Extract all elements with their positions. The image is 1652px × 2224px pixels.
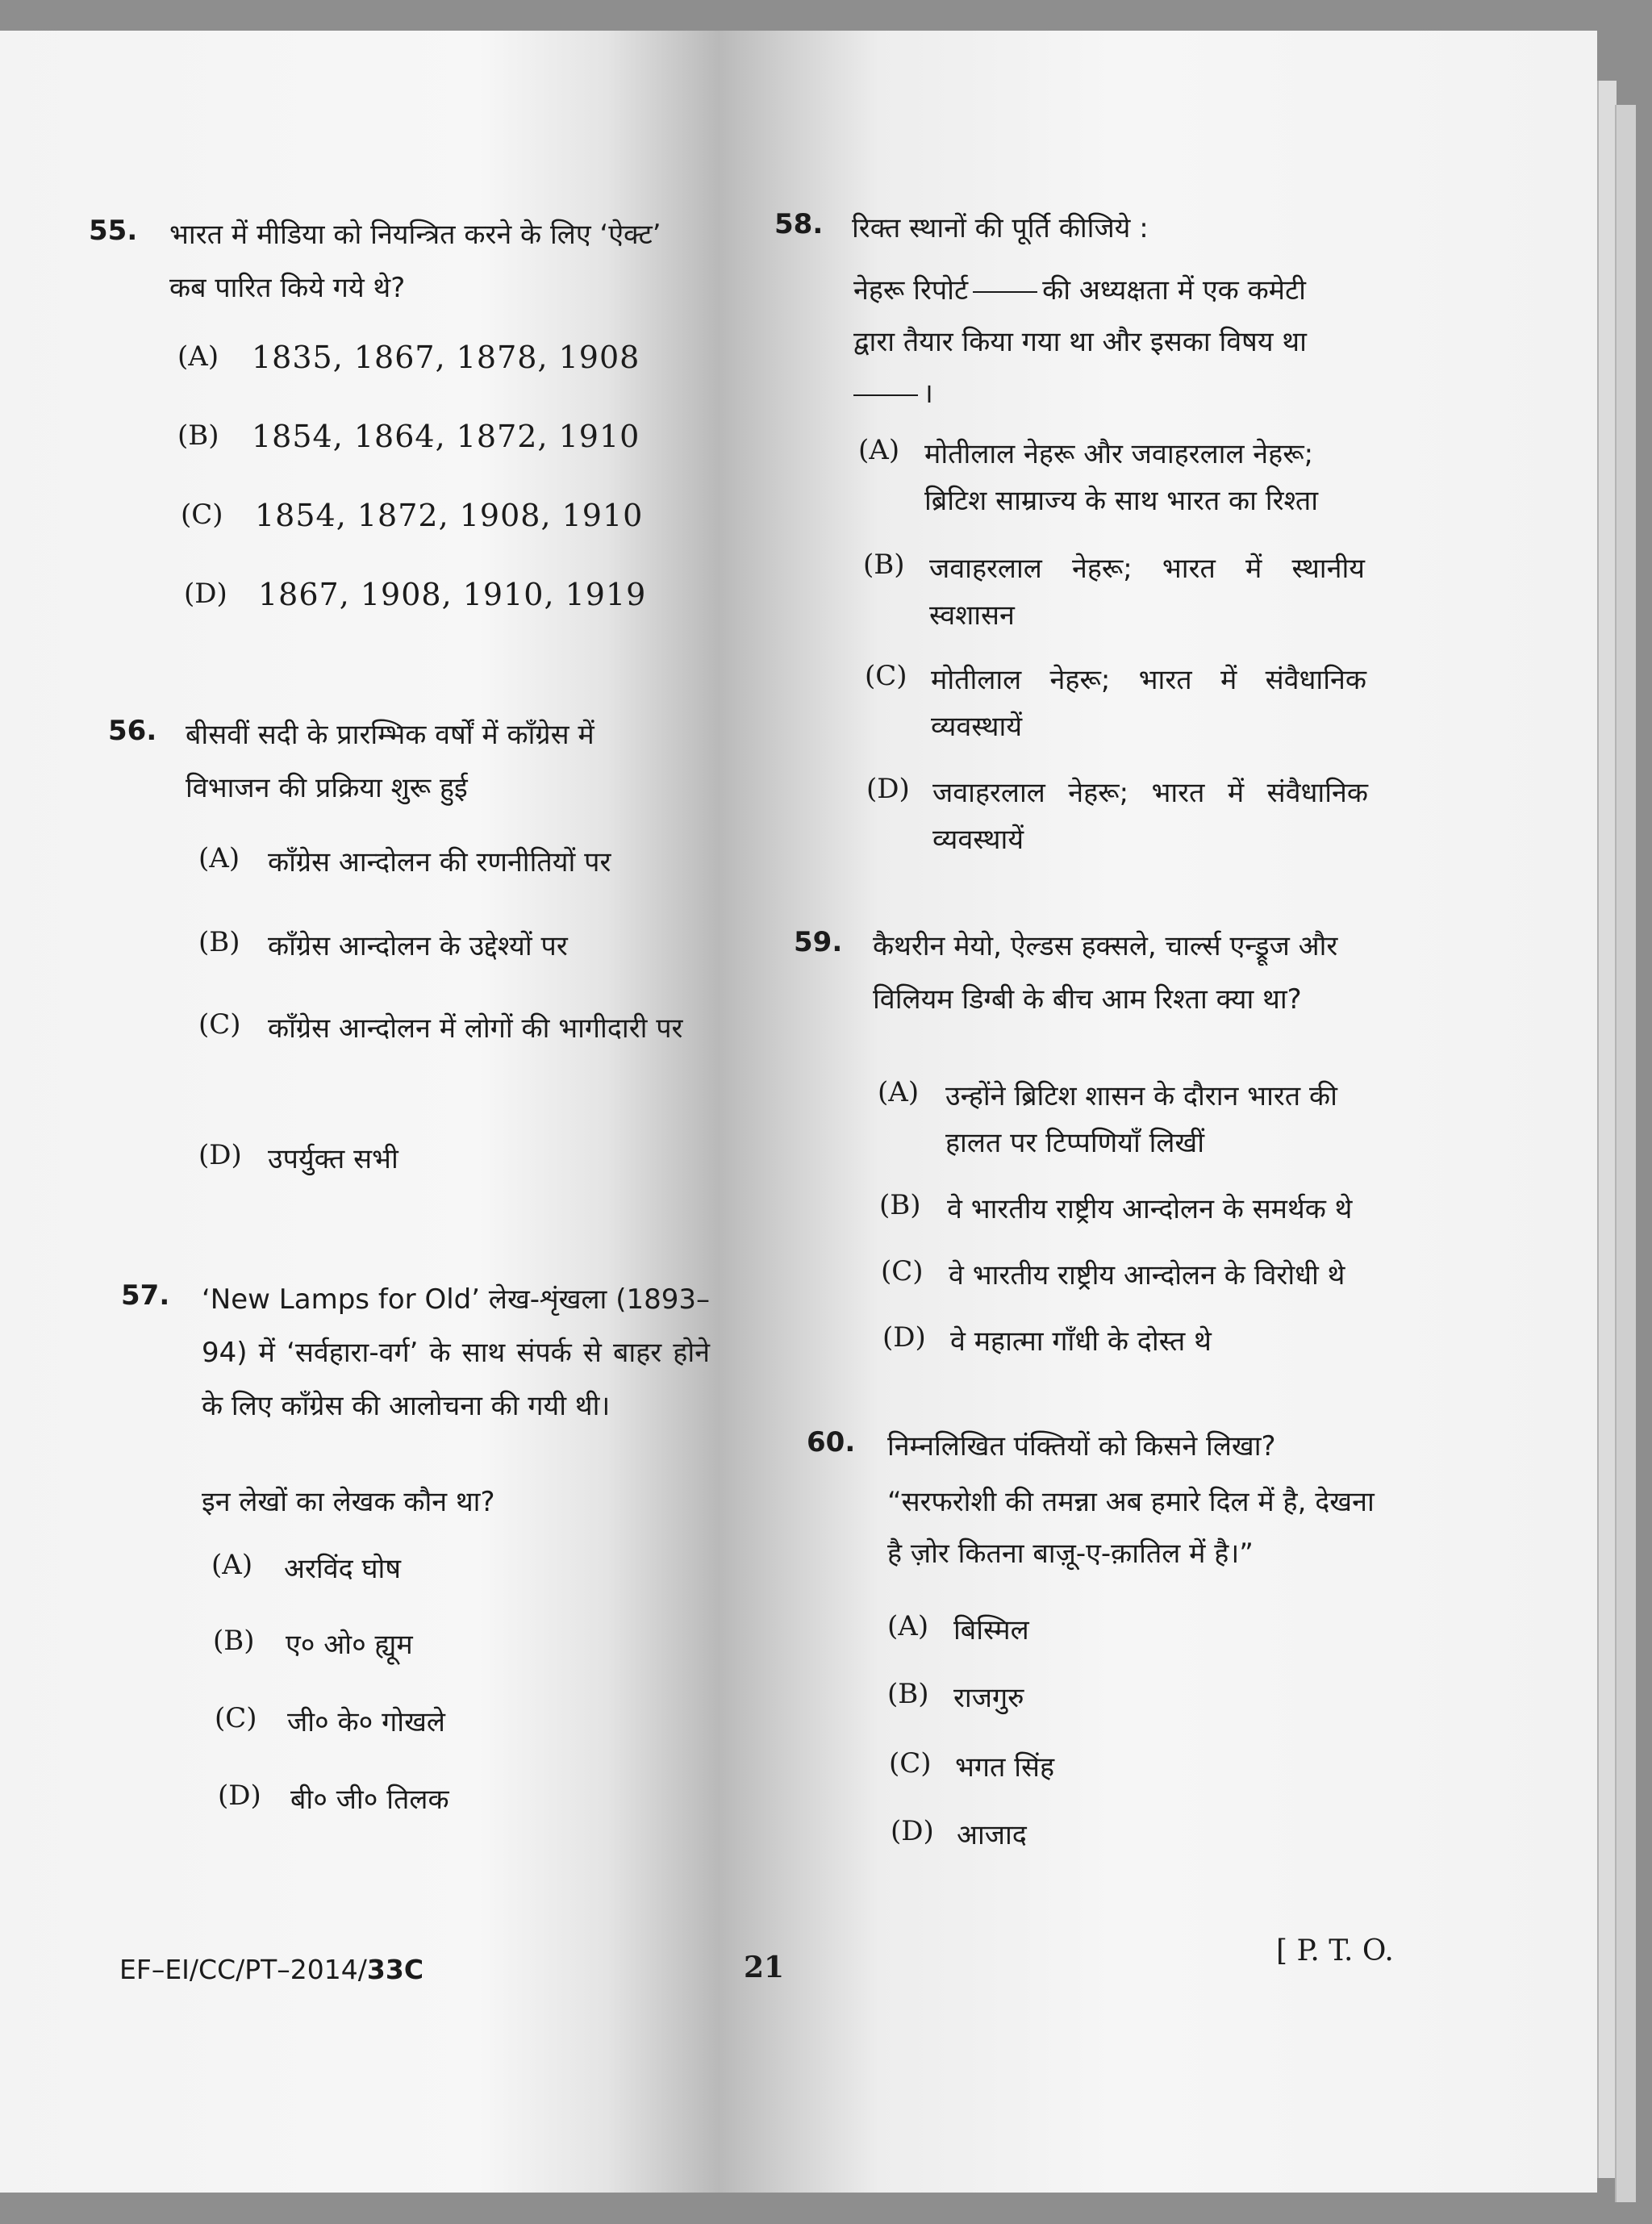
option-text: वे महात्मा गाँधी के दोस्त थे [950, 1325, 1212, 1358]
option-label: (D) [218, 1780, 261, 1812]
question-text: बीसवीं सदी के प्रारम्भिक वर्षों में काँग्रेस में विभाजन की प्रक्रिया शुरू हुई [186, 719, 594, 804]
option-label: (B) [198, 926, 240, 958]
option-label: (B) [879, 1189, 921, 1221]
option-text: वे भारतीय राष्ट्रीय आन्दोलन के विरोधी थे [949, 1259, 1345, 1291]
page-stack-edge [1615, 105, 1636, 2202]
option-text: 1854, 1872, 1908, 1910 [255, 498, 644, 533]
option-b[interactable] [863, 545, 1365, 639]
option-text: जवाहरलाल नेहरू; भारत में स्थानीय स्वशासन [929, 553, 1365, 632]
option-d[interactable] [218, 1776, 449, 1823]
option-label: (B) [177, 419, 219, 452]
option-label: (C) [889, 1747, 932, 1780]
question-number: 59. [794, 926, 843, 958]
question-number: 56. [108, 715, 157, 747]
question-number: 60. [807, 1426, 856, 1458]
question-text: कैथरीन मेयो, ऐल्डस हक्सले, चार्ल्स एन्ड्रूज और विलियम डिग्बी के बीच आम रिश्ता क्या था? [873, 930, 1338, 1016]
question-59 [794, 920, 1412, 1358]
option-c[interactable] [215, 1699, 445, 1746]
blank-suffix: की अध्यक्षता में एक कमेटी द्वारा तैयार किया गया था और इसका विषय था [853, 274, 1307, 358]
question-text: भारत में मीडिया को नियन्त्रित करने के लिए ‘ऐक्ट’ कब पारित किये गये थे? [169, 219, 661, 304]
question-text: निम्नलिखित पंक्तियों को किसने लिखा? [887, 1430, 1276, 1462]
option-label: (D) [866, 773, 910, 805]
option-b[interactable] [198, 923, 671, 970]
quote-text: “सरफरोशी की तमन्ना अब हमारे दिल में है, देखना है ज़ोर कितना बाज़ू-ए-क़ातिल में है।” [887, 1486, 1375, 1570]
question-number: 58. [774, 208, 824, 240]
option-a[interactable] [211, 1546, 401, 1592]
option-c[interactable] [181, 495, 643, 536]
option-b[interactable] [879, 1186, 1352, 1233]
option-label: (B) [213, 1625, 255, 1657]
option-text: बिस्मिल [953, 1614, 1029, 1646]
option-label: (B) [887, 1678, 929, 1710]
option-label: (A) [198, 842, 240, 874]
question-60 [807, 1420, 1412, 1851]
option-text: उन्होंने ब्रिटिश शासन के दौरान भारत की हालत पर टिप्पणियाँ लिखीं [945, 1080, 1337, 1159]
option-text: काँग्रेस आन्दोलन की रणनीतियों पर [268, 846, 611, 878]
option-label: (D) [891, 1815, 934, 1847]
paper-code-series: 33C [366, 1954, 424, 1985]
question-number: 57. [121, 1279, 170, 1312]
blank-line [853, 394, 918, 396]
option-text: काँग्रेस आन्दोलन में लोगों की भागीदारी पर [268, 1012, 683, 1045]
option-text: जवाहरलाल नेहरू; भारत में संवैधानिक व्यवस्थायें [932, 777, 1368, 856]
option-text: 1867, 1908, 1910, 1919 [258, 577, 647, 612]
option-label: (B) [863, 549, 905, 581]
option-b[interactable] [213, 1621, 413, 1668]
blank-prefix: नेहरू रिपोर्ट [853, 274, 969, 307]
option-a[interactable] [887, 1607, 1029, 1654]
blank-end: । [923, 378, 933, 410]
option-label: (A) [887, 1610, 929, 1642]
option-label: (A) [858, 434, 900, 466]
option-label: (A) [211, 1549, 253, 1581]
option-label: (D) [184, 578, 227, 610]
option-label: (C) [181, 499, 223, 531]
option-text: बी० जी० तिलक [290, 1784, 449, 1816]
option-label: (D) [882, 1321, 926, 1354]
option-c[interactable] [889, 1744, 1054, 1791]
blank-line [973, 291, 1037, 293]
paper-code-prefix: EF–EI/CC/PT–2014/ [119, 1954, 367, 1985]
option-d[interactable] [184, 574, 646, 615]
option-d[interactable] [198, 1136, 398, 1183]
option-c[interactable] [865, 657, 1366, 750]
paper-code [119, 1954, 423, 1985]
question-text: रिक्त स्थानों की पूर्ति कीजिये : [852, 212, 1149, 244]
option-label: (C) [198, 1008, 241, 1041]
option-text: मोतीलाल नेहरू; भारत में संवैधानिक व्यवस्थायें [931, 664, 1366, 743]
option-text: वे भारतीय राष्ट्रीय आन्दोलन के समर्थक थे [947, 1193, 1353, 1225]
question-subtext [853, 265, 1337, 419]
option-text: अरविंद घोष [284, 1553, 402, 1585]
option-a[interactable] [878, 1073, 1397, 1166]
option-text: आजाद [957, 1819, 1027, 1851]
option-text: 1835, 1867, 1878, 1908 [252, 340, 640, 375]
option-text: 1854, 1864, 1872, 1910 [252, 419, 640, 454]
option-label: (C) [881, 1255, 924, 1287]
option-a[interactable] [177, 337, 640, 378]
option-a[interactable] [858, 431, 1376, 524]
option-d[interactable] [882, 1318, 1212, 1365]
pto-marker: [ P. T. O. [1276, 1934, 1394, 1967]
option-text: ए० ओ० ह्यूम [286, 1629, 413, 1661]
option-b[interactable] [887, 1675, 1024, 1721]
option-label: (C) [215, 1702, 257, 1734]
question-number: 55. [89, 215, 138, 247]
option-c[interactable] [881, 1252, 1345, 1299]
option-c[interactable] [198, 1005, 703, 1052]
question-56 [108, 708, 710, 1175]
option-d[interactable] [891, 1812, 1027, 1859]
option-d[interactable] [866, 770, 1368, 863]
option-text: मोतीलाल नेहरू और जवाहरलाल नेहरू; ब्रिटिश साम्राज्य के साथ भारत का रिश्ता [924, 438, 1319, 517]
option-label: (D) [198, 1139, 242, 1171]
option-text: राजगुरु [953, 1682, 1024, 1714]
option-label: (A) [177, 340, 219, 373]
question-text: ‘New Lamps for Old’ लेख-शृंखला (1893–94) में ‘सर्वहारा-वर्ग’ के साथ संपर्क से बाहर होने के लिए काँग्रेस की आलोचना की गयी थी। [202, 1283, 710, 1422]
option-text: काँग्रेस आन्दोलन के उद्देश्यों पर [268, 930, 568, 962]
page-stack-edge [1597, 81, 1617, 2178]
question-55 [89, 208, 710, 612]
option-text: उपर्युक्त सभी [268, 1143, 398, 1175]
question-57 [121, 1273, 710, 1816]
option-a[interactable] [198, 839, 671, 886]
question-subtext: इन लेखों का लेखक कौन था? [202, 1486, 495, 1518]
option-text: जी० के० गोखले [287, 1706, 445, 1738]
option-text: भगत सिंह [955, 1751, 1055, 1784]
question-58 [774, 202, 1412, 856]
option-label: (A) [878, 1076, 920, 1108]
option-label: (C) [865, 660, 907, 692]
option-b[interactable] [177, 416, 640, 457]
page-number: 21 [744, 1951, 785, 1984]
